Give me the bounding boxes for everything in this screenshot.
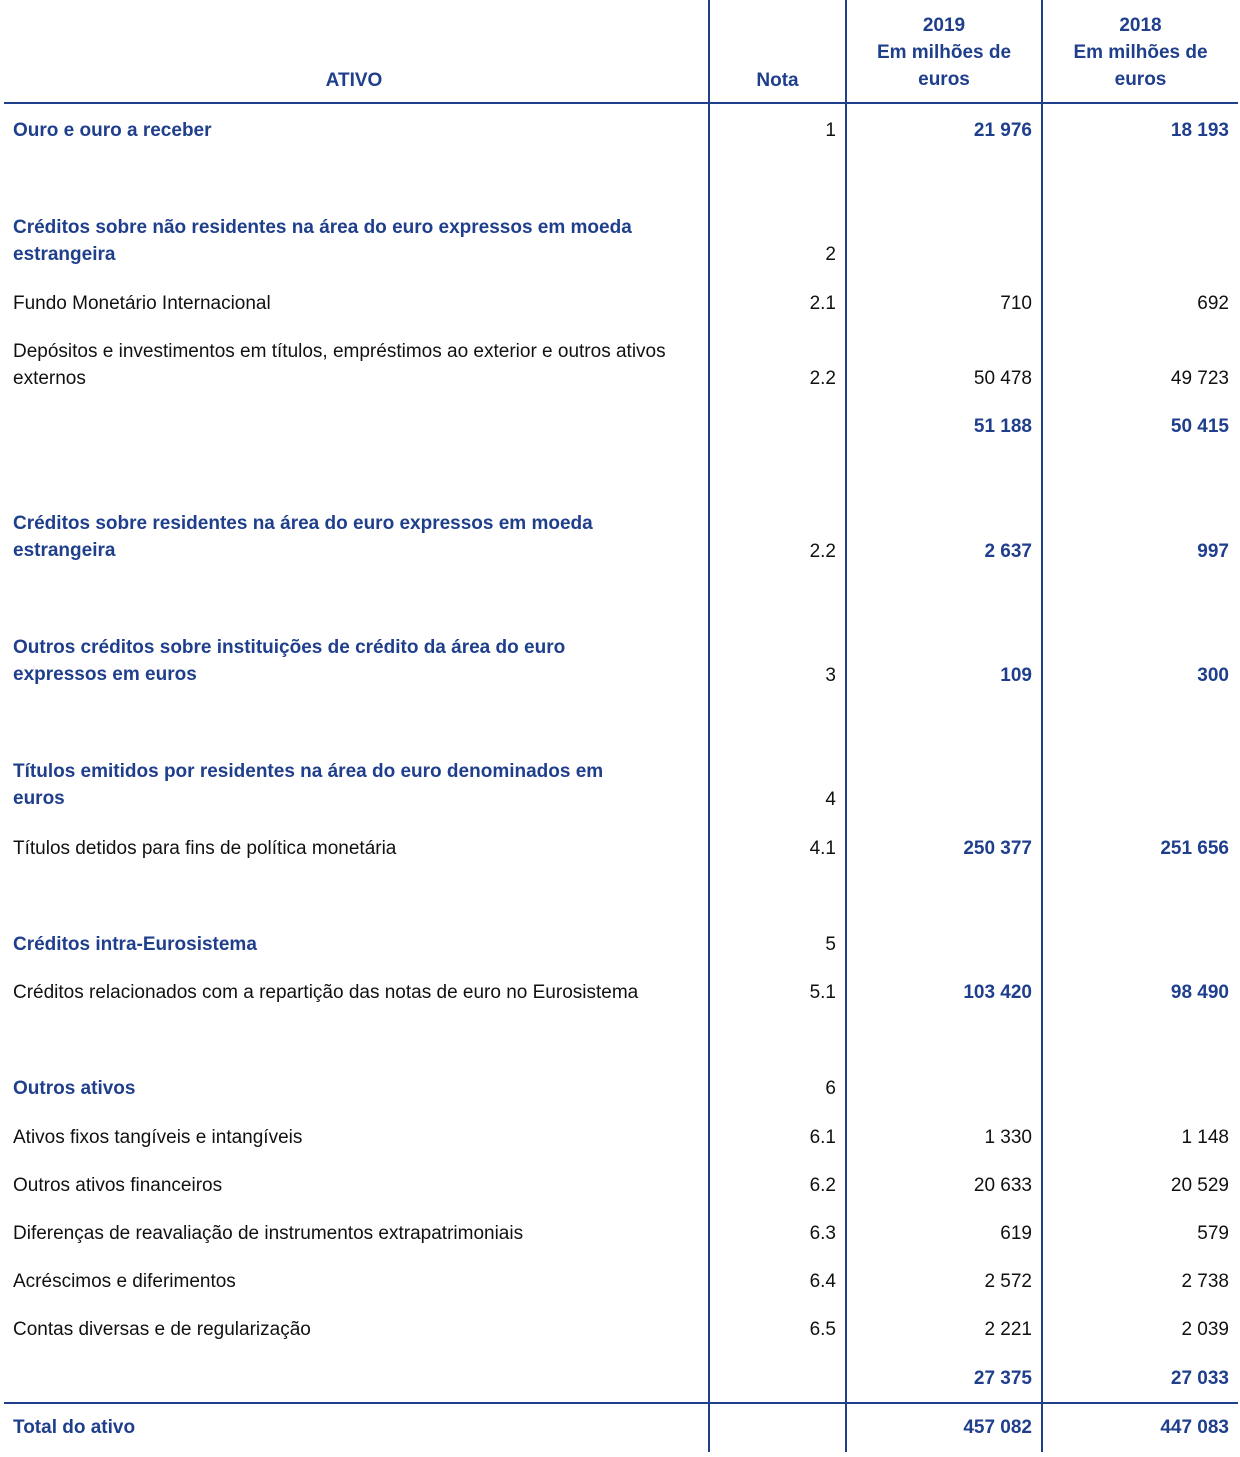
header-divider bbox=[4, 102, 1238, 104]
row-label: Títulos emitidos por residentes na área do euro denominados em euros bbox=[13, 761, 604, 809]
row-label: Créditos sobre não residentes na área do euro expressos em moeda estrangeira bbox=[13, 217, 632, 265]
row-value-2019: 109 bbox=[1000, 665, 1032, 686]
row-value-2018: 98 490 bbox=[1170, 982, 1229, 1003]
row-value-2018: 251 656 bbox=[1160, 838, 1229, 859]
row-value-2019: 619 bbox=[1000, 1223, 1032, 1244]
row-value-2019: 21 976 bbox=[973, 120, 1032, 141]
row-note: 3 bbox=[825, 665, 836, 686]
row-value-2019: 103 420 bbox=[963, 982, 1032, 1003]
row-label: Ativos fixos tangíveis e intangíveis bbox=[13, 1127, 303, 1148]
row-note: 4.1 bbox=[809, 838, 836, 859]
row-label: Depósitos e investimentos em títulos, empréstimos ao exterior e outros ativos externos bbox=[13, 341, 666, 389]
row-label: Diferenças de reavaliação de instrumentos extrapatrimoniais bbox=[13, 1223, 524, 1244]
row-label: Ouro e ouro a receber bbox=[13, 120, 212, 141]
row-label: Outros créditos sobre instituições de crédito da área do euro expressos em euros bbox=[13, 637, 566, 685]
row-value-2018: 997 bbox=[1197, 541, 1229, 562]
row-value-2019: 1 330 bbox=[984, 1127, 1032, 1148]
subtotal-2018: 27 033 bbox=[1170, 1368, 1229, 1389]
header-2019: 2019 Em milhões de euros bbox=[876, 15, 1012, 90]
row-label: Créditos relacionados com a repartição das notas de euro no Eurosistema bbox=[13, 982, 639, 1003]
row-note: 6 bbox=[825, 1078, 836, 1099]
column-divider bbox=[845, 0, 847, 1452]
row-value-2019: 250 377 bbox=[963, 838, 1032, 859]
row-value-2019: 50 478 bbox=[973, 368, 1032, 389]
row-note: 6.1 bbox=[809, 1127, 836, 1148]
row-note: 5 bbox=[825, 934, 836, 955]
total-2018: 447 083 bbox=[1160, 1417, 1229, 1438]
row-note: 6.5 bbox=[809, 1319, 836, 1340]
row-note: 6.2 bbox=[809, 1175, 836, 1196]
row-label: Fundo Monetário Internacional bbox=[13, 293, 271, 314]
row-value-2018: 20 529 bbox=[1170, 1175, 1229, 1196]
row-note: 4 bbox=[825, 789, 836, 810]
row-value-2018: 1 148 bbox=[1181, 1127, 1229, 1148]
row-note: 2.2 bbox=[809, 541, 836, 562]
header-2018: 2018 Em milhões de euros bbox=[1073, 15, 1208, 90]
row-label: Títulos detidos para fins de política monetária bbox=[13, 838, 397, 859]
column-divider bbox=[1041, 0, 1043, 1452]
header-nota: Nota bbox=[756, 70, 799, 91]
row-value-2018: 579 bbox=[1197, 1223, 1229, 1244]
row-note: 2 bbox=[825, 244, 836, 265]
row-value-2018: 2 738 bbox=[1181, 1271, 1229, 1292]
total-divider bbox=[4, 1402, 1238, 1404]
row-note: 5.1 bbox=[809, 982, 836, 1003]
row-value-2018: 2 039 bbox=[1181, 1319, 1229, 1340]
row-note: 6.3 bbox=[809, 1223, 836, 1244]
total-label: Total do ativo bbox=[13, 1417, 136, 1438]
row-note: 2.2 bbox=[809, 368, 836, 389]
row-label: Acréscimos e diferimentos bbox=[13, 1271, 236, 1292]
row-note: 1 bbox=[825, 120, 836, 141]
total-2019: 457 082 bbox=[963, 1417, 1032, 1438]
subtotal-2018: 50 415 bbox=[1170, 416, 1229, 437]
row-label: Créditos sobre residentes na área do euro expressos em moeda estrangeira bbox=[13, 513, 593, 561]
row-value-2019: 710 bbox=[1000, 293, 1032, 314]
row-label: Outros ativos bbox=[13, 1078, 136, 1099]
row-label: Créditos intra-Eurosistema bbox=[13, 934, 257, 955]
row-value-2018: 49 723 bbox=[1170, 368, 1229, 389]
row-value-2019: 2 572 bbox=[984, 1271, 1032, 1292]
row-value-2019: 2 637 bbox=[984, 541, 1032, 562]
header-ativo: ATIVO bbox=[325, 70, 383, 91]
row-value-2018: 692 bbox=[1197, 293, 1229, 314]
row-label: Contas diversas e de regularização bbox=[13, 1319, 311, 1340]
row-value-2018: 300 bbox=[1197, 665, 1229, 686]
row-value-2019: 20 633 bbox=[973, 1175, 1032, 1196]
row-note: 2.1 bbox=[809, 293, 836, 314]
subtotal-2019: 27 375 bbox=[973, 1368, 1032, 1389]
subtotal-2019: 51 188 bbox=[973, 416, 1032, 437]
row-value-2019: 2 221 bbox=[984, 1319, 1032, 1340]
row-label: Outros ativos financeiros bbox=[13, 1175, 223, 1196]
row-note: 6.4 bbox=[809, 1271, 836, 1292]
row-value-2018: 18 193 bbox=[1170, 120, 1229, 141]
